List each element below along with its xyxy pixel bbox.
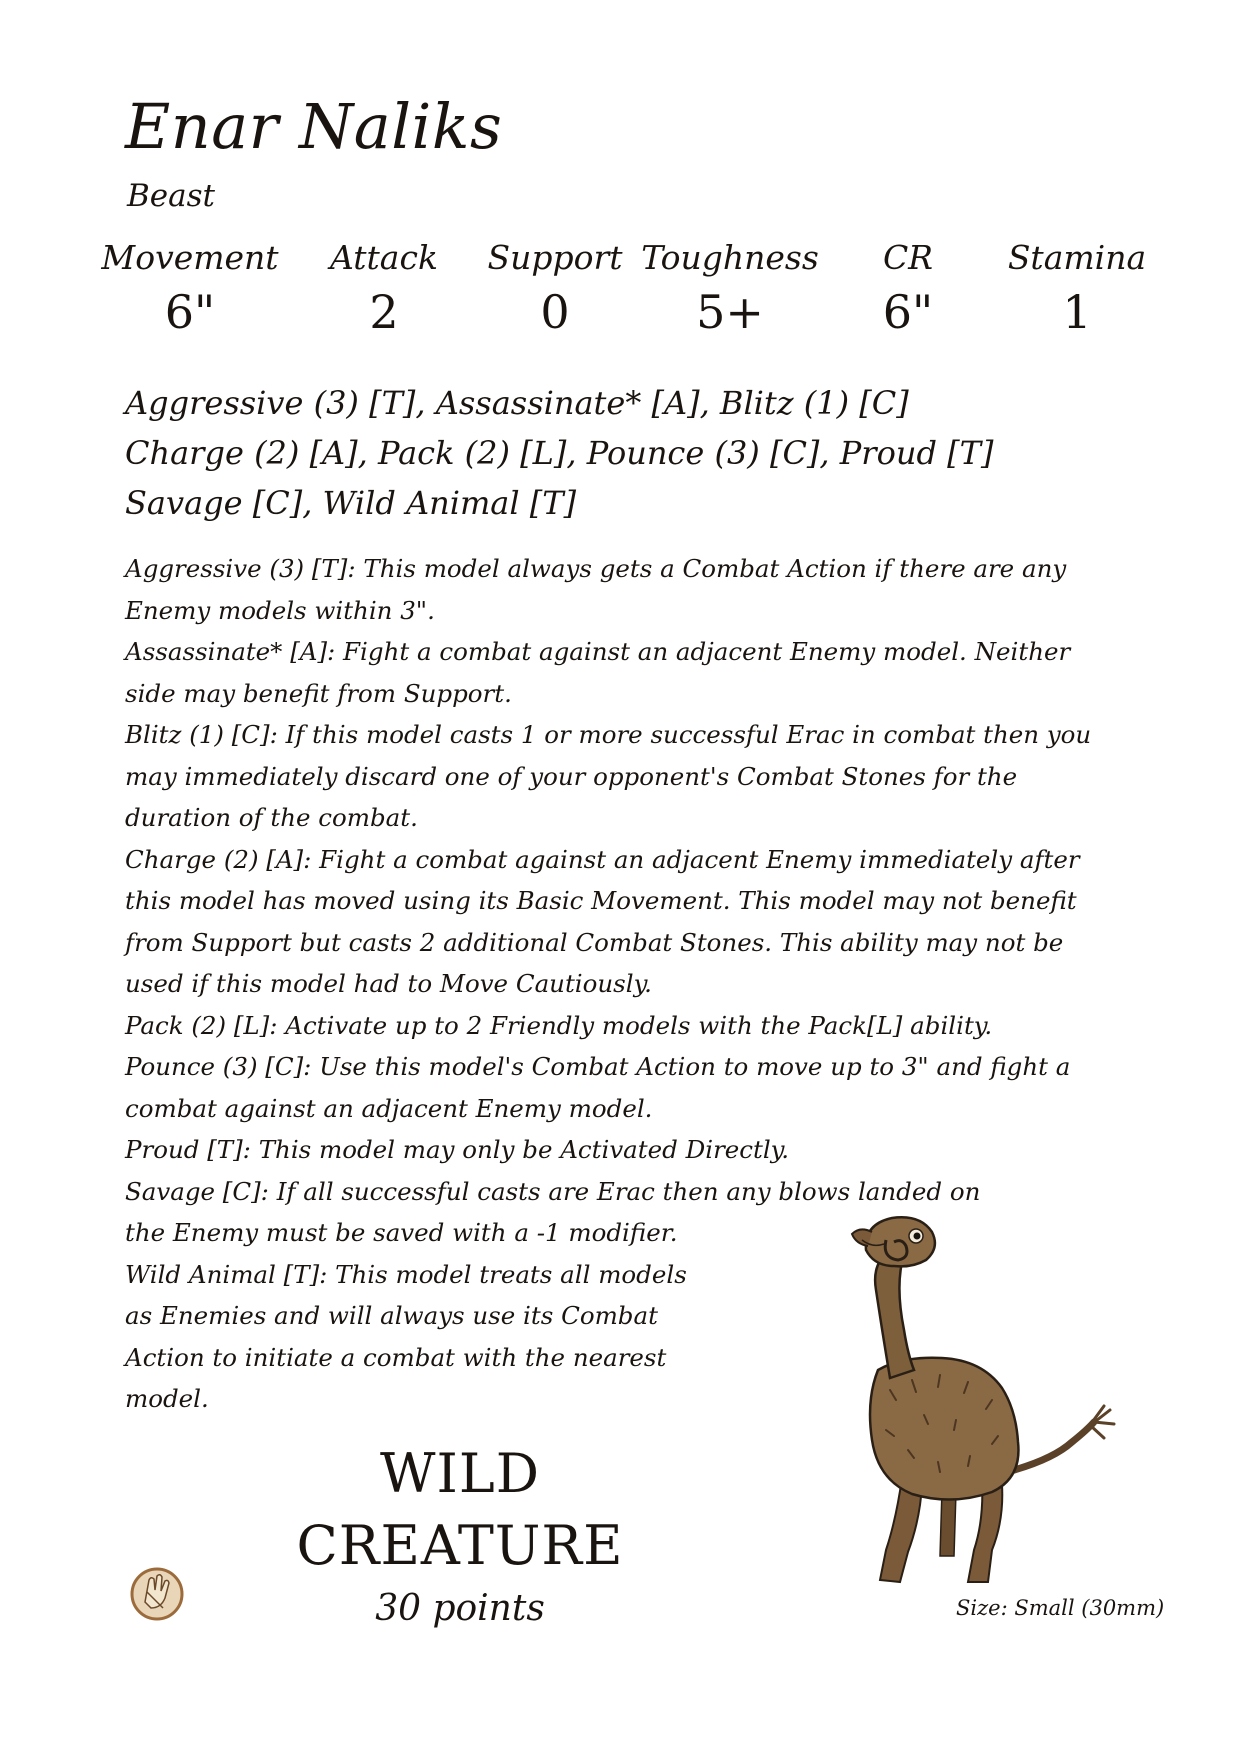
card-type: Beast bbox=[127, 178, 215, 214]
stat-stamina bbox=[977, 238, 1177, 342]
keyword-list bbox=[125, 378, 1125, 528]
stat-label: Movement bbox=[101, 238, 279, 277]
rule-assassinate: Assassinate* [A]: Fight a combat against an adjacent Enemy model. Neither side may benefit from Support. bbox=[125, 637, 1071, 708]
hand-logo-icon bbox=[127, 1562, 187, 1622]
stat-toughness bbox=[630, 238, 830, 342]
stat-label: Support bbox=[487, 238, 623, 277]
rule-wild-animal: Wild Animal [T]: This model treats all models as Enemies and will always use its Combat Action to initiate a combat with the nearest model. bbox=[125, 1259, 687, 1413]
stat-value: 2 bbox=[369, 285, 399, 339]
category-label bbox=[250, 1438, 670, 1582]
rule-savage: Savage [C]: If all successful casts are Erac then any blows landed on the Enemy must be saved with a -1 modifier. bbox=[125, 1176, 981, 1247]
stat-value: 1 bbox=[1062, 285, 1092, 339]
category-line: WILD bbox=[380, 1442, 540, 1505]
size-label: Size: Small (30mm) bbox=[956, 1596, 1165, 1620]
keyword-line: Aggressive (3) [T], Assassinate* [A], Blitz (1) [C] bbox=[125, 384, 909, 422]
stat-label: CR bbox=[882, 238, 934, 277]
stat-value: 0 bbox=[540, 285, 570, 339]
stat-label: Toughness bbox=[641, 238, 819, 277]
stat-label: Stamina bbox=[1007, 238, 1147, 277]
rule-charge: Charge (2) [A]: Fight a combat against an adjacent Enemy immediately after this model has moved using its Basic Movement. This model may not benefit from Support but casts 2 additional Combat Stones. This ability may not be used if this model had to Move Cautiously. bbox=[125, 844, 1080, 998]
stat-value: 5+ bbox=[696, 285, 764, 339]
stat-label: Attack bbox=[330, 238, 438, 277]
stat-attack bbox=[284, 238, 484, 342]
rule-pounce: Pounce (3) [C]: Use this model's Combat Action to move up to 3" and fight a combat against an adjacent Enemy model. bbox=[125, 1052, 1071, 1123]
rule-proud: Proud [T]: This model may only be Activated Directly. bbox=[125, 1135, 790, 1164]
keyword-line: Savage [C], Wild Animal [T] bbox=[125, 484, 577, 522]
rule-blitz: Blitz (1) [C]: If this model casts 1 or more successful Erac in combat then you may immediately discard one of your opponent's Combat Stones for the duration of the combat. bbox=[125, 720, 1092, 832]
beast-illustration bbox=[842, 1210, 1132, 1590]
rule-aggressive: Aggressive (3) [T]: This model always gets a Combat Action if there are any Enemy models within 3". bbox=[125, 554, 1067, 625]
rule-pack: Pack (2) [L]: Activate up to 2 Friendly models with the Pack[L] ability. bbox=[125, 1010, 993, 1040]
points-cost: 30 points bbox=[375, 1588, 545, 1629]
stat-value: 6" bbox=[882, 285, 934, 339]
category-line: CREATURE bbox=[296, 1514, 624, 1577]
stat-movement bbox=[90, 238, 290, 342]
card-title: Enar Naliks bbox=[125, 90, 503, 163]
stat-support bbox=[455, 238, 655, 342]
keyword-line: Charge (2) [A], Pack (2) [L], Pounce (3) [C], Proud [T] bbox=[125, 434, 994, 472]
stat-value: 6" bbox=[164, 285, 216, 339]
